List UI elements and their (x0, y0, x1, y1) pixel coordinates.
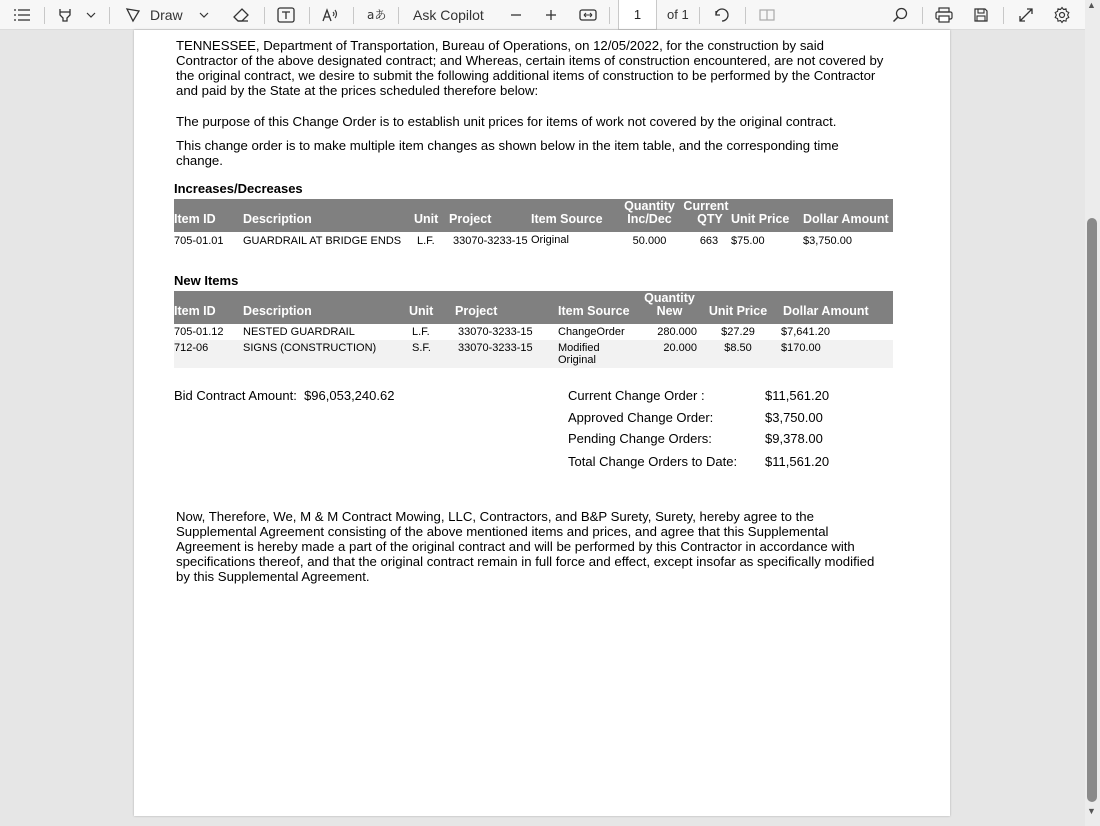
cell-description: GUARDRAIL AT BRIDGE ENDS (243, 235, 402, 247)
summary-value: $11,561.20 (765, 388, 830, 403)
chevron-down-icon[interactable] (83, 0, 99, 30)
intro-line: TENNESSEE, Department of Transportation, Bureau of Operations, on 12/05/2022, for the construction by said (176, 38, 825, 53)
highlight-icon[interactable] (54, 0, 76, 30)
table-row (174, 232, 893, 249)
cell-quantity: 20.000 (640, 340, 699, 368)
column-header-unit: Unit (414, 199, 449, 232)
increases-decreases-table (174, 199, 893, 249)
rotate-icon[interactable] (711, 0, 733, 30)
expand-icon[interactable] (1015, 0, 1037, 30)
pdf-page (134, 30, 950, 816)
cell-item-id: 705-01.12 (174, 326, 224, 338)
column-header-dollar-amount: Dollar Amount (803, 199, 893, 232)
table-header-row (174, 199, 893, 232)
page-view-icon[interactable] (756, 0, 778, 30)
column-header-item-id: Item ID (174, 199, 243, 232)
scroll-up-arrow-icon[interactable]: ▲ (1087, 0, 1096, 10)
increases-decreases-heading: Increases/Decreases (174, 181, 303, 196)
closing-line: Now, Therefore, We, M & M Contract Mowing, LLC, Contractors, and B&P Surety, Surety, hereby agree to the (176, 509, 814, 524)
summary-label: Total Change Orders to Date: (568, 454, 738, 469)
table-row (174, 324, 893, 340)
summary-label: Pending Change Orders: (568, 431, 712, 446)
column-header-description: Description (243, 291, 409, 324)
svg-text:aあ: aあ (367, 8, 386, 22)
summary-value: $9,378.00 (765, 431, 823, 446)
read-aloud-icon[interactable] (320, 0, 342, 30)
multiple-changes-paragraph (176, 138, 896, 168)
cell-quantity: 50.000 (632, 235, 667, 247)
save-icon[interactable] (970, 0, 992, 30)
column-header-dollar-amount: Dollar Amount (777, 291, 893, 324)
settings-gear-icon[interactable] (1051, 0, 1073, 30)
closing-paragraph (176, 509, 896, 584)
summary-label: Current Change Order : (568, 388, 705, 403)
vertical-scrollbar[interactable] (1085, 0, 1100, 826)
contents-list-icon[interactable] (10, 0, 34, 30)
closing-line: by this Supplemental Agreement. (176, 569, 370, 584)
intro-line: and paid by the State at the prices scheduled therefore below: (176, 83, 539, 98)
draw-icon[interactable] (122, 0, 144, 30)
cell-dollar-amount: $170.00 (777, 340, 893, 368)
bid-contract-amount (174, 388, 394, 403)
column-header-project: Project (455, 291, 558, 324)
purpose-paragraph: The purpose of this Change Order is to establish unit prices for items of work not covered by the original contract. (176, 114, 837, 129)
pdf-toolbar (0, 0, 1100, 30)
new-items-table (174, 291, 893, 368)
column-header-quantity-new: Quantity New (640, 291, 699, 324)
column-header-quantity: Quantity Inc/Dec (618, 199, 681, 232)
zoom-out-icon[interactable] (506, 0, 526, 30)
column-header-item-id: Item ID (174, 291, 243, 324)
closing-line: Supplemental Agreement consisting of the above mentioned items and prices, and agree that this Supplemental (176, 524, 829, 539)
scrollbar-thumb[interactable] (1087, 218, 1097, 802)
cell-item-source: Original (531, 234, 569, 246)
paragraph-line: change. (176, 153, 223, 168)
column-header-unit: Unit (409, 291, 455, 324)
bid-contract-label: Bid Contract Amount: (174, 388, 297, 403)
eraser-icon[interactable] (230, 0, 252, 30)
print-icon[interactable] (933, 0, 955, 30)
column-header-unit-price: Unit Price (699, 291, 777, 324)
table-header-row (174, 291, 893, 324)
scroll-down-arrow-icon[interactable]: ▼ (1087, 806, 1096, 816)
cell-item-source: Modified Original (558, 340, 640, 368)
cell-unit: L.F. (417, 235, 435, 247)
cell-current-qty: 663 (699, 235, 719, 247)
cell-unit: L.F. (412, 326, 430, 338)
bid-contract-value: $96,053,240.62 (304, 388, 395, 403)
summary-value: $3,750.00 (765, 410, 823, 425)
cell-unit-price: $27.29 (721, 326, 755, 338)
page-number-input[interactable]: 1 (618, 0, 657, 30)
cell-description: SIGNS (CONSTRUCTION) (243, 340, 409, 368)
draw-button[interactable]: Draw (150, 7, 183, 23)
cell-item-id: 705-01.01 (174, 235, 224, 247)
cell-dollar-amount: $7,641.20 (781, 326, 830, 338)
page-count: of 1 (667, 7, 689, 22)
summary-label: Approved Change Order: (568, 410, 714, 425)
chevron-down-icon[interactable] (196, 0, 212, 30)
paragraph-line: This change order is to make multiple item changes as shown below in the item table, and the corresponding time (176, 138, 839, 153)
new-items-heading: New Items (174, 273, 239, 288)
column-header-current-qty: Current QTY (681, 199, 731, 232)
cell-project: 33070-3233-15 (455, 340, 558, 368)
column-header-project: Project (449, 199, 531, 232)
column-header-description: Description (243, 199, 414, 232)
table-row (174, 340, 893, 368)
intro-line: Contractor of the above designated contract; and Whereas, certain items of construction encountered, are not covered by (176, 53, 884, 68)
cell-quantity: 280.000 (657, 326, 697, 338)
cell-unit-price: $75.00 (731, 235, 765, 247)
intro-paragraph (176, 38, 896, 98)
zoom-in-icon[interactable] (541, 0, 561, 30)
cell-dollar-amount: $3,750.00 (803, 235, 852, 247)
cell-unit: S.F. (409, 340, 455, 368)
ask-copilot-button[interactable]: Ask Copilot (413, 7, 484, 23)
cell-description: NESTED GUARDRAIL (243, 326, 355, 338)
closing-line: Agreement is hereby made a part of the original contract and will be performed by this Contractor in accordance with (176, 539, 855, 554)
column-header-item-source: Item Source (558, 291, 640, 324)
cell-item-id: 712-06 (174, 340, 243, 368)
translate-icon[interactable] (364, 0, 388, 30)
column-header-item-source: Item Source (531, 199, 618, 232)
closing-line: specifications thereof, and that the original contract remain in full force and effect, except insofar as specifically modified (176, 554, 875, 569)
cell-project: 33070-3233-15 (453, 235, 528, 247)
text-box-icon[interactable] (275, 0, 297, 30)
cell-unit-price: $8.50 (699, 340, 777, 368)
summary-value: $11,561.20 (765, 454, 830, 469)
search-icon[interactable] (889, 0, 911, 30)
cell-project: 33070-3233-15 (458, 326, 533, 338)
column-header-unit-price: Unit Price (731, 199, 803, 232)
intro-line: the original contract, we desire to submit the following additional items of construction to be performed by the Contractor (176, 68, 876, 83)
cell-item-source: ChangeOrder (558, 326, 625, 338)
fit-width-icon[interactable] (577, 0, 599, 30)
